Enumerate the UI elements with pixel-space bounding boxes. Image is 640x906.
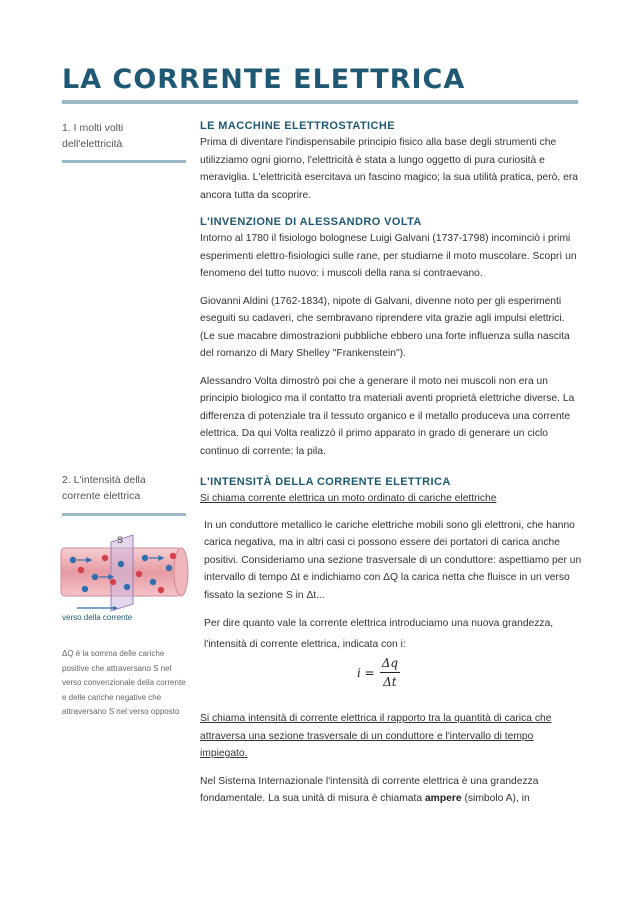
heading-macchine-elettrostatiche: LE MACCHINE ELETTROSTATICHE: [200, 120, 395, 132]
section-label-1: 1. I molti volti dell'elettricità: [62, 122, 124, 150]
figure-note: ΔQ è la somma delle cariche positive che attraversano S nel verso convenzionale della corrente e delle cariche negative che attraversano S nel verso opposto: [62, 649, 186, 716]
section-label-2: 2. L'intensità della corrente elettrica: [62, 474, 146, 502]
section-2-continued: [200, 710, 582, 808]
definition-intensita: Si chiama intensità di corrente elettrica il rapporto tra la quantità di carica che attraversa una sezione trasversale di un conduttore e l'intervallo di tempo impiegato.: [200, 713, 552, 759]
conductor-end: [174, 548, 188, 596]
paragraph-conduttore: In un conduttore metallico le cariche elettriche mobili sono gli elettroni, che hanno carica negativa, ma in altri casi ci possono essere dei portatori di carica anche positivi. Consideriamo una sezione trasversale di un conduttore: aspettiamo per un intervallo di tempo Δt e indichiamo con ΔQ la carica netta che fluisce in un verso fissato la sezione S in Δt...: [204, 519, 582, 601]
formula-denominator: Δt: [383, 675, 397, 689]
paragraph-galvani: Intorno al 1780 il fisiologo bolognese Luigi Galvani (1737-1798) incominciò i primi esperimenti elettro-fisiologici sulle rane, per studiarne il moto muscolare. Scoprì un fenomeno del tutto nuovo: i muscoli della rana si contraevano.: [200, 233, 577, 279]
figure-caption: verso della corrente: [62, 613, 133, 622]
paragraph-aldini: Giovanni Aldini (1762-1834), nipote di Galvani, divenne noto per gli esperimenti eseguiti su cadaveri, che sembravano riprendere vita grazie agli impulsi elettrici. (Le sue macabre dimostrazioni pubbliche ebbero una forte influenza sulla nascita del romanzo di Mary Shelley "Frankenstein").: [200, 295, 570, 359]
paragraph-si-text: Nel Sistema Internazionale l'intensità di corrente elettrica è una grandezza fondamentale. La sua unità di misura è chiamata: [200, 775, 539, 804]
heading-intensita-corrente: L'INTENSITÀ DELLA CORRENTE ELETTRICA: [200, 476, 451, 488]
section-plane: [111, 535, 133, 611]
formula-numerator: Δq: [380, 656, 400, 673]
section-2-content: [200, 474, 582, 655]
page-title: LA CORRENTE ELETTRICA: [62, 64, 466, 95]
formula-intensita: [357, 656, 400, 689]
section-1-content: [200, 118, 582, 460]
paragraph-si-end: (simbolo A), in: [461, 793, 530, 804]
paragraph-volta: Alessandro Volta dimostrò poi che a generare il moto nei muscoli non era un principio biologico ma il contatto tra materiali aventi proprietà elettriche diverse. La differenza di potenziale tra il tessuto organico e il metallo produceva una corrente elettrica. Da qui Volta realizzò il primo apparato in grado di generare un ciclo continuo di corrente: la pila.: [200, 375, 575, 457]
formula-fraction: [380, 656, 400, 689]
formula-lhs: i =: [357, 665, 375, 680]
heading-invenzione-volta: L'INVENZIONE DI ALESSANDRO VOLTA: [200, 216, 422, 228]
section-s-label: S: [117, 535, 124, 545]
paragraph-macchine: Prima di diventare l'indispensabile principio fisico alla base degli strumenti che utilizziamo ogni giorno, l'elettricità è stata a lungo oggetto di pura curiosità e meraviglia. L'elettricità esercitava un fascino magico; la sua utilità pratica, però, era ancora tutta da scoprire.: [200, 137, 578, 201]
section-divider-2: [62, 513, 186, 516]
paragraph-intensita: Per dire quanto vale la corrente elettrica introduciamo una nuova grandezza, l'intensità di corrente elettrica, indicata con i:: [204, 618, 554, 650]
section-divider-1: [62, 160, 186, 163]
paragraph-sistema-internazionale: [200, 773, 582, 808]
conductor-figure: [55, 530, 195, 612]
title-divider: [62, 100, 578, 104]
definition-corrente: Si chiama corrente elettrica un moto ordinato di cariche elettriche: [200, 493, 497, 504]
ampere-term: ampere: [424, 793, 462, 804]
